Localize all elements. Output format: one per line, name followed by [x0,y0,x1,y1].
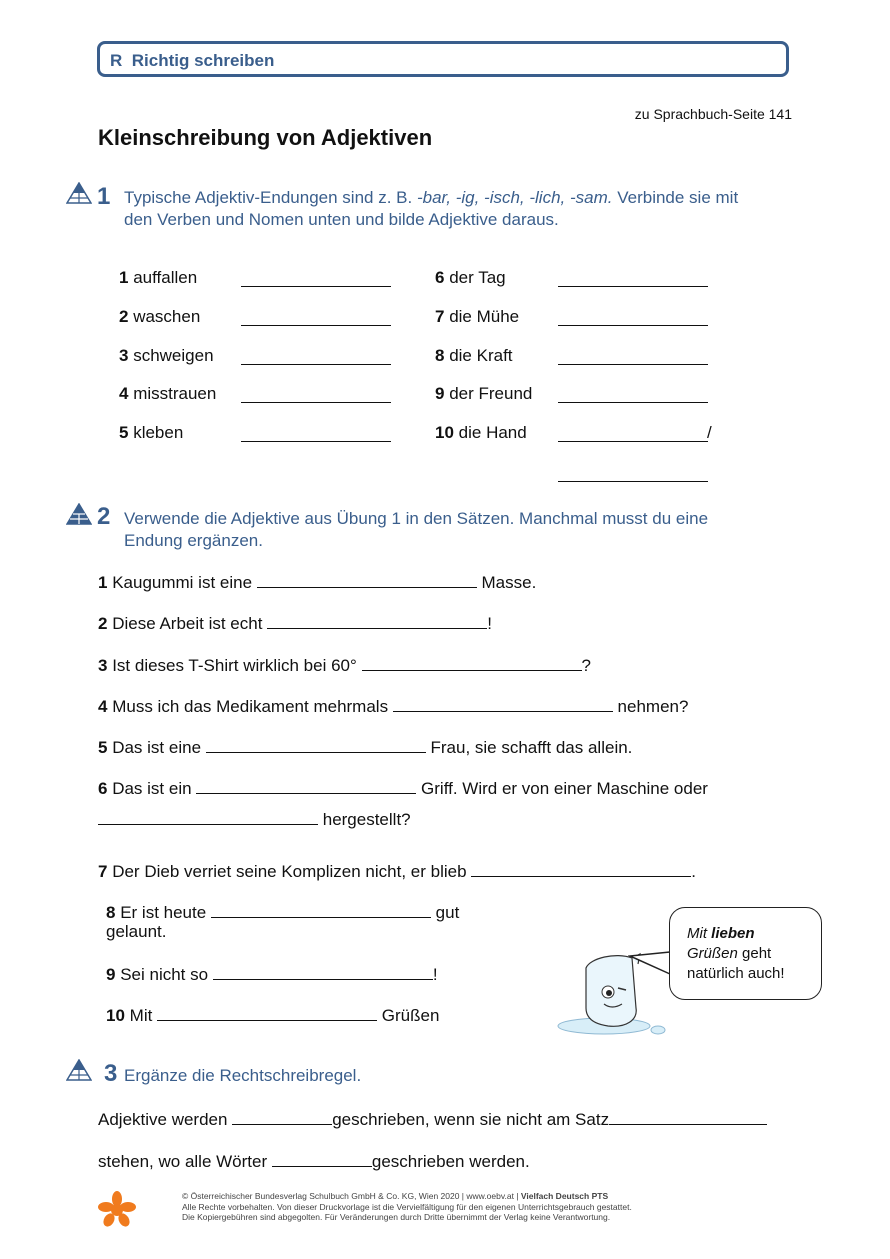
answer-blank[interactable] [211,901,431,918]
answer-blank[interactable] [98,808,318,825]
answer-blank[interactable] [206,736,426,753]
instruction-text: Verwende die Adjektive aus Übung 1 in den Sätzen. Manchmal musst du eine [124,509,709,528]
list-item: 10 die Hand [435,423,527,442]
answer-blank[interactable] [241,441,391,442]
sentence-item: 9 Sei nicht so ! [106,965,438,984]
answer-blank[interactable] [157,1004,377,1021]
list-item: 8 die Kraft [435,346,513,365]
list-item: 5 kleben [119,423,184,442]
answer-blank[interactable] [241,364,391,365]
list-item: 6 der Tag [435,268,506,287]
answer-blank[interactable] [558,441,708,442]
answer-blank[interactable] [471,860,691,877]
exercise-2-instruction [124,508,708,552]
book-reference: zu Sprachbuch-Seite 141 [634,106,792,122]
sentence-item: 4 Muss ich das Medikament mehrmals nehmen? [98,697,689,716]
answer-blank[interactable] [558,481,708,482]
exercise-3-number: 3 [104,1060,118,1087]
exercise-3-instruction: Ergänze die Rechtschreibregel. [124,1066,362,1085]
instruction-text: Typische Adjektiv-Endungen sind z. B. [124,188,417,207]
page-title: Kleinschreibung von Adjektiven [98,125,433,150]
section-header [110,51,274,71]
speech-bubble-text: Mit lieben Grüßen geht natürlich auch! [687,925,785,982]
list-item: 9 der Freund [435,384,533,403]
instruction-text: den Verben und Nomen unten und bilde Adjektive daraus. [124,210,559,229]
publisher-logo-icon [98,1190,136,1228]
answer-blank[interactable] [267,612,487,629]
section-badge: R [110,51,123,70]
answer-blank[interactable] [232,1108,332,1125]
list-item: 1 auffallen [119,268,198,287]
rule-sentence: stehen, wo alle Wörter geschrieben werden. [98,1152,530,1171]
answer-blank[interactable] [558,364,708,365]
answer-blank[interactable] [393,695,613,712]
exercise-1-instruction [124,187,738,231]
answer-blank[interactable] [558,402,708,403]
list-item: 4 misstrauen [119,384,217,403]
list-item: 2 waschen [119,307,201,326]
sentence-item: 1 Kaugummi ist eine Masse. [98,573,537,592]
exercise-2-number: 2 [97,503,111,530]
answer-blank[interactable] [272,1150,372,1167]
list-item: 7 die Mühe [435,307,520,326]
answer-blank[interactable] [558,286,708,287]
copyright-footer: © Österreichischer Bundesverlag Schulbuch GmbH & Co. KG, Wien 2020 | www.oebv.at | Vielfach Deutsch PTS Alle Rechte vorbehalten. Von dieser Druckvorlage ist die Vervielfältigung für den eigenen Unterrichtsgebrauch gestattet. Die Kopiergebühren sind abgegolten. Für Veränderungen durch Dritte übernimmt der Verlag keine Verantwortung. [182,1191,632,1222]
answer-blank[interactable] [241,402,391,403]
adjective-endings: -bar, -ig, -isch, -lich, -sam. [416,188,613,207]
section-label: Richtig schreiben [131,51,275,70]
sentence-item: 8 Er ist heute gut [106,903,460,922]
sentence-item-continued: gelaunt. [106,922,167,941]
slash-separator: / [707,423,712,442]
difficulty-pyramid-icon [66,182,92,204]
sentence-item: 2 Diese Arbeit ist echt ! [98,614,492,633]
answer-blank[interactable] [213,963,433,980]
sentence-item-continued: hergestellt? [98,808,411,830]
answer-blank[interactable] [558,325,708,326]
answer-blank[interactable] [196,777,416,794]
sentence-item: 5 Das ist eine Frau, sie schafft das allein. [98,738,633,757]
sentence-item: 7 Der Dieb verriet seine Komplizen nicht, er blieb . [98,862,696,881]
instruction-text: Verbinde sie mit [612,188,739,207]
rule-sentence: Adjektive werden geschrieben, wenn sie nicht am Satz [98,1108,767,1130]
answer-blank[interactable] [362,654,582,671]
exercise-1-number: 1 [97,183,111,210]
sentence-item: 10 Mit Grüßen [106,1006,440,1025]
difficulty-pyramid-icon [66,1059,92,1081]
answer-blank[interactable] [609,1108,767,1125]
difficulty-pyramid-icon [66,503,92,525]
answer-blank[interactable] [241,286,391,287]
list-item: 3 schweigen [119,346,214,365]
instruction-text: Endung ergänzen. [124,531,263,550]
sentence-item: 3 Ist dieses T-Shirt wirklich bei 60° ? [98,656,591,675]
sentence-item: 6 Das ist ein Griff. Wird er von einer Maschine oder [98,779,708,798]
answer-blank[interactable] [257,571,477,588]
answer-blank[interactable] [241,325,391,326]
